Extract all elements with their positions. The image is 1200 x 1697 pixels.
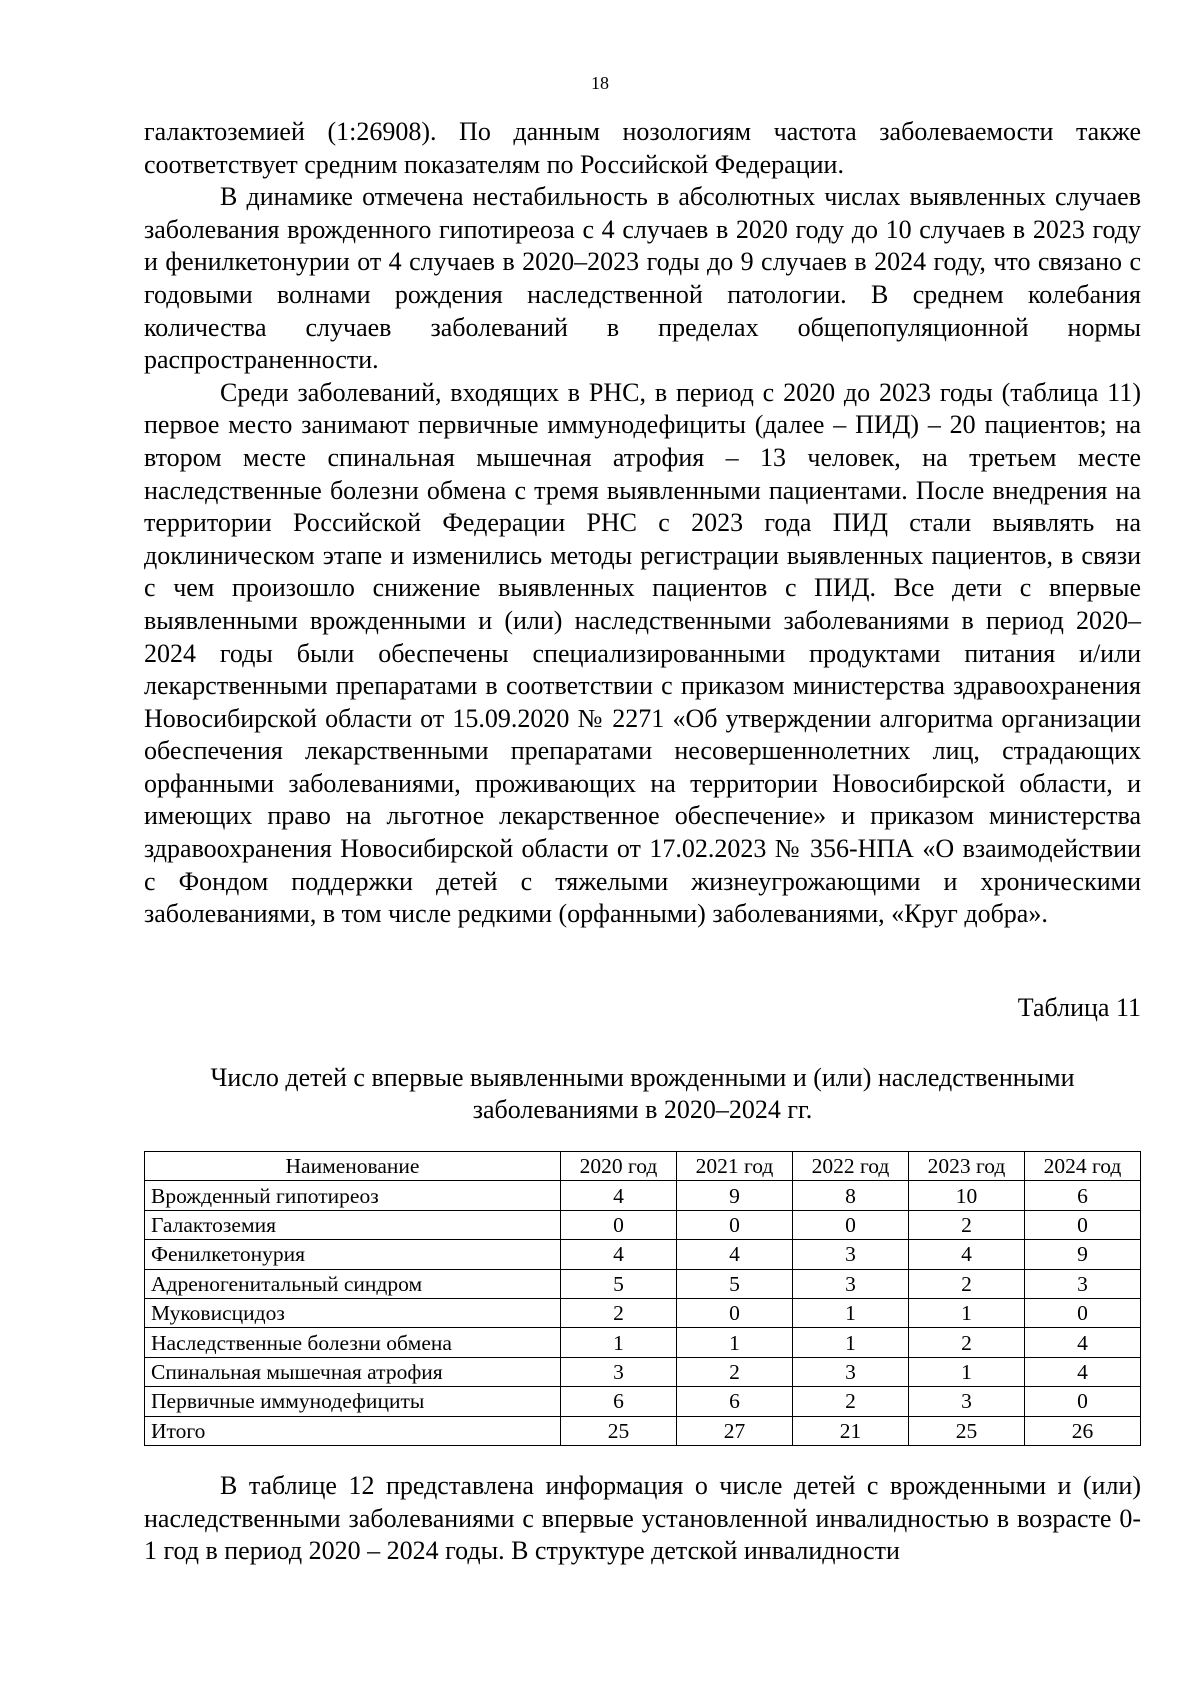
value-cell: 4 [677,1240,793,1269]
value-cell: 1 [677,1328,793,1357]
value-cell: 4 [909,1240,1025,1269]
value-cell: 3 [909,1387,1025,1416]
table-row [145,1240,1141,1269]
value-cell: 3 [793,1269,909,1298]
paragraph: Среди заболеваний, входящих в РНС, в период с 2020 до 2023 годы (таблица 11) первое место занимают первичные иммунодефициты (далее – ПИД) – 20 пациентов; на втором месте спинальная мышечная атрофия – 13 человек, на третьем месте наследственные болезни обмена с тремя выявленными пациентами. После внедрения на территории Российской Федерации РНС с 2023 года ПИД стали выявлять на доклиническом этапе и изменились методы регистрации выявленных пациентов, в связи с чем произошло снижение выявленных пациентов с ПИД. Все дети с впервые выявленными врожденными и (или) наследственными заболеваниями в период 2020–2024 годы были обеспечены специализированными продуктами питания и/или лекарственными препаратами в соответствии с приказом министерства здравоохранения Новосибирской области от 15.09.2020 № 2271 «Об утверждении алгоритма организации обеспечения лекарственными препаратами несовершеннолетних лиц, страдающих орфанными заболеваниями, проживающих на территории Новосибирской области, и имеющих право на льготное лекарственное обеспечение» и приказом министерства здравоохранения Новосибирской области от 17.02.2023 № 356-НПА «О взаимодействии с Фондом поддержки детей с тяжелыми жизнеугрожающими и хроническими заболеваниями, в том числе редкими (орфанными) заболеваниями, «Круг добра». [144,377,1141,929]
value-cell: 9 [677,1181,793,1210]
value-cell: 3 [561,1357,677,1386]
value-cell: 2 [909,1269,1025,1298]
value-cell: 0 [677,1298,793,1327]
value-cell: 9 [1025,1240,1141,1269]
value-cell: 3 [1025,1269,1141,1298]
value-cell: 2 [677,1357,793,1386]
value-cell: 27 [677,1416,793,1445]
table-row [145,1298,1141,1327]
value-cell: 6 [1025,1181,1141,1210]
paragraph: В динамике отмечена нестабильность в абсолютных числах выявленных случаев заболевания врожденного гипотиреоза с 4 случаев в 2020 году до 10 случаев в 2023 году и фенилкетонурии от 4 случаев в 2020–2023 годы до 9 случаев в 2024 году, что связано с годовыми волнами рождения наследственной патологии. В среднем колебания количества случаев заболеваний в пределах общепопуляционной нормы распространенности. [144,182,1141,375]
value-cell: 2 [909,1328,1025,1357]
value-cell: 2 [909,1210,1025,1239]
row-name-cell: Наследственные болезни обмена [145,1328,561,1357]
row-name-cell: Галактоземия [145,1210,561,1239]
table-label: Таблица 11 [1017,993,1141,1022]
row-name-cell: Спинальная мышечная атрофия [145,1357,561,1386]
table-row [145,1328,1141,1357]
value-cell: 0 [1025,1298,1141,1327]
table-row [145,1387,1141,1416]
value-cell: 1 [909,1357,1025,1386]
value-cell: 0 [1025,1387,1141,1416]
value-cell: 5 [561,1269,677,1298]
value-cell: 10 [909,1181,1025,1210]
row-name-cell: Врожденный гипотиреоз [145,1181,561,1210]
value-cell: 4 [561,1181,677,1210]
table-row [145,1357,1141,1386]
value-cell: 4 [1025,1328,1141,1357]
value-cell: 4 [561,1240,677,1269]
value-cell: 3 [793,1357,909,1386]
table-caption-line-2: заболеваниями в 2020–2024 гг. [472,1095,813,1124]
value-cell: 0 [677,1210,793,1239]
value-cell: 0 [1025,1210,1141,1239]
value-cell: 4 [1025,1357,1141,1386]
value-cell: 1 [793,1298,909,1327]
table-caption [144,1062,1141,1126]
row-name-cell: Итого [145,1416,561,1445]
value-cell: 1 [909,1298,1025,1327]
value-cell: 25 [909,1416,1025,1445]
table-row [145,1181,1141,1210]
value-cell: 1 [561,1328,677,1357]
value-cell: 25 [561,1416,677,1445]
value-cell: 2 [561,1298,677,1327]
row-name-cell: Первичные иммунодефициты [145,1387,561,1416]
row-name-cell: Адреногенитальный синдром [145,1269,561,1298]
value-cell: 2 [793,1387,909,1416]
column-header: Наименование [145,1152,561,1181]
value-cell: 5 [677,1269,793,1298]
value-cell: 0 [561,1210,677,1239]
table-row [145,1269,1141,1298]
table-body [145,1181,1141,1446]
value-cell: 1 [793,1328,909,1357]
row-name-cell: Муковисцидоз [145,1298,561,1327]
column-header: 2023 год [909,1152,1025,1181]
column-header: 2021 год [677,1152,793,1181]
text-block-bottom [144,1470,1141,1568]
paragraph: галактоземией (1:26908). По данным нозологиям частота заболеваемости также соответствует средним показателям по Российской Федерации. [144,117,1141,179]
value-cell: 0 [793,1210,909,1239]
value-cell: 8 [793,1181,909,1210]
row-name-cell: Фенилкетонурия [145,1240,561,1269]
column-header: 2022 год [793,1152,909,1181]
table-row [145,1210,1141,1239]
page-number: 18 [591,73,609,93]
data-table [144,1151,1141,1446]
paragraph: В таблице 12 представлена информация о числе детей с врожденными и (или) наследственными заболеваниями с впервые установленной инвалидностью в возрасте 0-1 год в период 2020 – 2024 годы. В структуре детской инвалидности [144,1471,1141,1566]
column-header: 2020 год [561,1152,677,1181]
table-caption-line-1: Число детей с впервые выявленными врожденными и (или) наследственными [210,1063,1075,1092]
value-cell: 6 [677,1387,793,1416]
value-cell: 26 [1025,1416,1141,1445]
value-cell: 21 [793,1416,909,1445]
table-row [145,1416,1141,1445]
text-block-top [144,116,1141,931]
column-header: 2024 год [1025,1152,1141,1181]
table-header-row [145,1152,1141,1181]
value-cell: 6 [561,1387,677,1416]
value-cell: 3 [793,1240,909,1269]
